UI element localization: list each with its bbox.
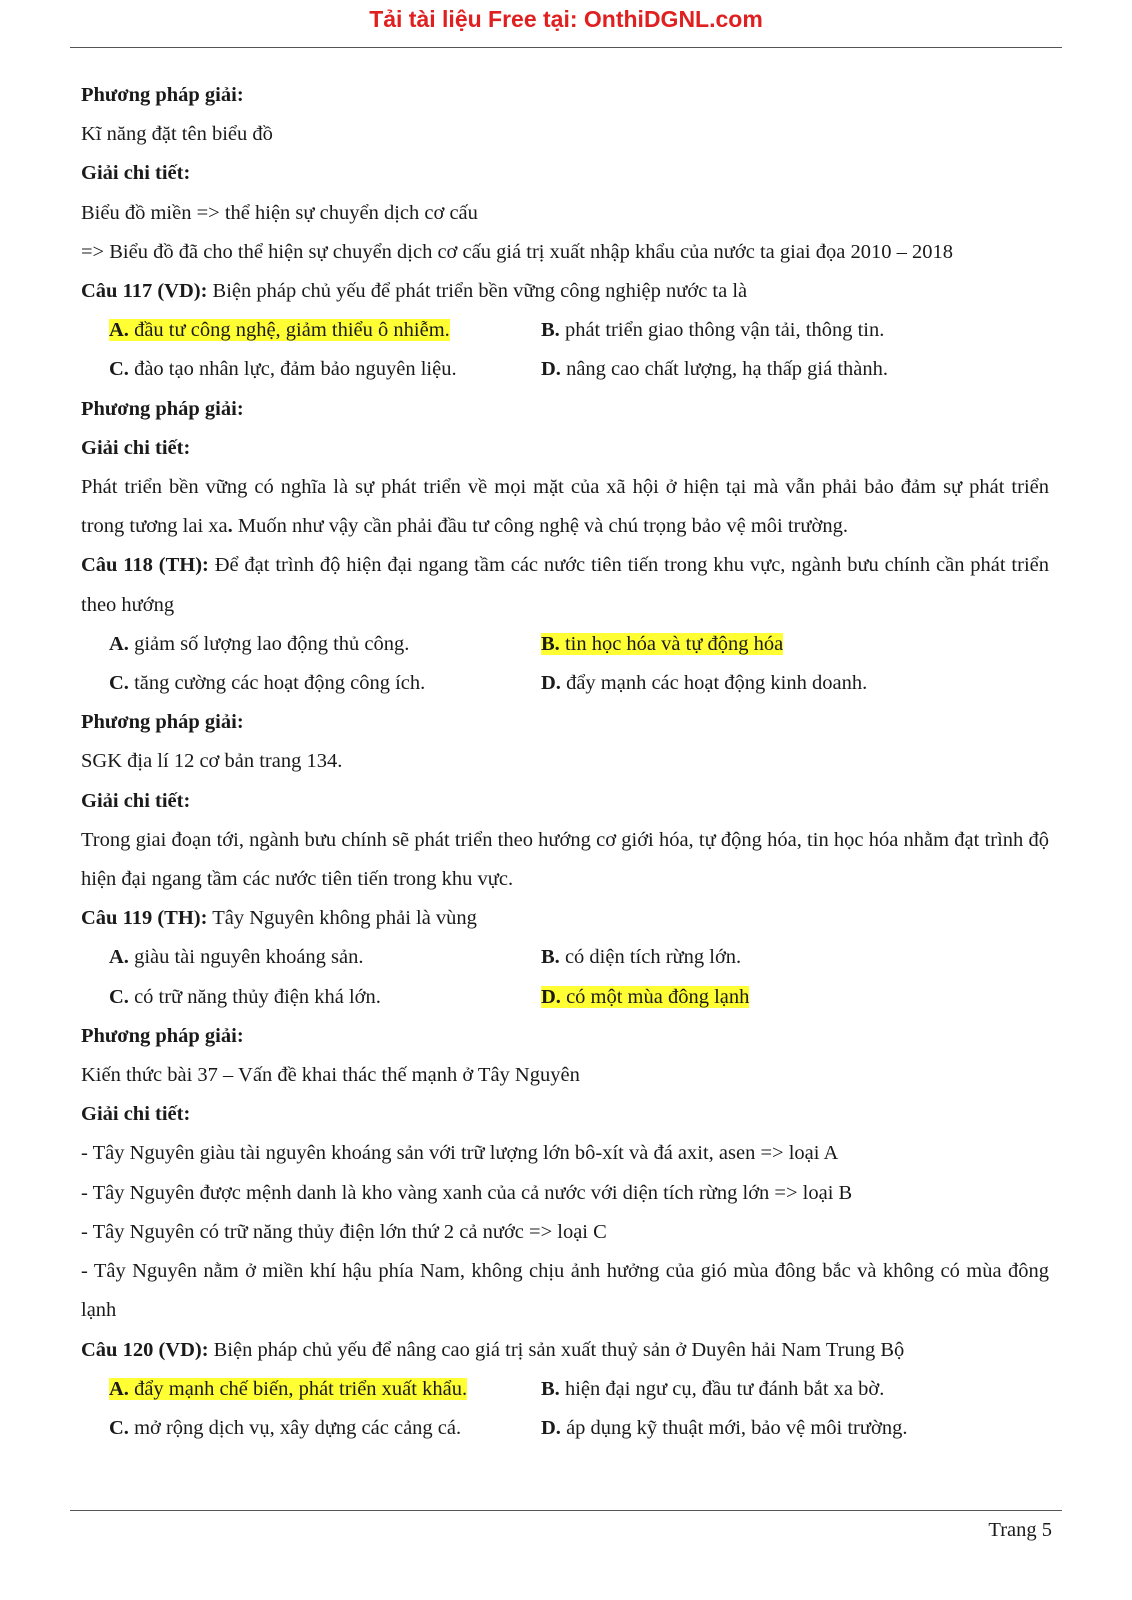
detail-line: - Tây Nguyên được mệnh danh là kho vàng xanh của cả nước với diện tích rừng lớn => loại B (81, 1181, 853, 1204)
option-d (541, 350, 888, 389)
question-117 (81, 272, 1049, 311)
option-text: có một mùa đông lạnh (560, 985, 750, 1008)
option-b (541, 1370, 884, 1409)
option-text: tăng cường các hoạt động công ích. (128, 672, 426, 695)
option-letter: C. (109, 358, 129, 381)
option-text: có trữ năng thủy điện khá lớn. (128, 985, 381, 1008)
option-b (541, 625, 783, 664)
header-divider (70, 47, 1062, 48)
detail-text: Trong giai đoạn tới, ngành bưu chính sẽ phát triển theo hướng cơ giới hóa, tự động hóa, tin học hóa nhằm đạt trình độ hiện đại ngang tầm các nước tiên tiến trong khu vực. (81, 828, 1049, 891)
detail-line: - Tây Nguyên nằm ở miền khí hậu phía Nam, không chịu ảnh hưởng của gió mùa đông bắc và không có mùa đông lạnh (81, 1260, 1049, 1322)
options-row (81, 625, 1049, 664)
question-118 (81, 546, 1049, 624)
option-letter: C. (109, 672, 129, 695)
detail-text (81, 468, 1049, 546)
option-d (541, 978, 749, 1017)
option-letter: A. (109, 946, 129, 969)
option-b (541, 311, 884, 350)
question-120 (81, 1331, 1049, 1370)
option-letter: A. (109, 632, 129, 655)
option-letter: C. (109, 985, 129, 1008)
question-text: Biện pháp chủ yếu để phát triển bền vững công nghiệp nước ta là (207, 280, 748, 303)
options-row (81, 1370, 1049, 1409)
detail-line: Biểu đồ miền => thể hiện sự chuyển dịch cơ cấu (81, 201, 478, 224)
option-a (109, 311, 541, 350)
option-text: đẩy mạnh chế biến, phát triển xuất khẩu. (128, 1377, 468, 1400)
detail-heading: Giải chi tiết: (81, 436, 191, 459)
detail-text-part: Phát triển bền vững có nghĩa là sự phát triển về mọi mặt của xã hội ở hiện tại mà vẫn phải bảo đảm sự phát triển trong tương lai xa (81, 476, 1049, 538)
option-letter: D. (541, 358, 561, 381)
option-b (541, 938, 741, 977)
method-text: Kiến thức bài 37 – Vấn đề khai thác thế mạnh ở Tây Nguyên (81, 1064, 580, 1087)
detail-text-part: . (227, 515, 233, 538)
option-letter: B. (541, 1377, 560, 1400)
page-content (81, 76, 1049, 1448)
method-heading: Phương pháp giải: (81, 1024, 244, 1047)
option-a (109, 625, 541, 664)
option-letter: A. (109, 1377, 129, 1400)
question-label: Câu 118 (TH): (81, 554, 209, 577)
option-c (109, 1409, 541, 1448)
detail-line: - Tây Nguyên có trữ năng thủy điện lớn thứ 2 cả nước => loại C (81, 1220, 607, 1243)
question-text: Để đạt trình độ hiện đại ngang tầm các nước tiên tiến trong khu vực, ngành bưu chính cần phát triển theo hướng (81, 554, 1049, 616)
detail-heading: Giải chi tiết: (81, 1103, 191, 1126)
detail-line: => Biểu đồ đã cho thể hiện sự chuyển dịch cơ cấu giá trị xuất nhập khẩu của nước ta giai đọa 2010 – 2018 (81, 240, 953, 263)
option-text: mở rộng dịch vụ, xây dựng các cảng cá. (128, 1416, 462, 1439)
question-119 (81, 899, 1049, 938)
question-text: Biện pháp chủ yếu để nâng cao giá trị sản xuất thuỷ sản ở Duyên hải Nam Trung Bộ (208, 1338, 905, 1361)
question-label: Câu 117 (VD): (81, 280, 208, 303)
options-row (81, 938, 1049, 977)
footer-divider (70, 1510, 1062, 1511)
option-letter: C. (109, 1416, 129, 1439)
option-letter: B. (541, 946, 560, 969)
option-text: có diện tích rừng lớn. (559, 946, 742, 969)
option-text: áp dụng kỹ thuật mới, bảo vệ môi trường. (560, 1416, 908, 1439)
method-heading: Phương pháp giải: (81, 397, 244, 420)
option-text: giảm số lượng lao động thủ công. (128, 632, 410, 655)
option-text: đầu tư công nghệ, giảm thiểu ô nhiễm. (128, 319, 450, 342)
option-c (109, 978, 541, 1017)
options-row (81, 311, 1049, 350)
option-c (109, 350, 541, 389)
option-d (541, 664, 867, 703)
detail-heading: Giải chi tiết: (81, 789, 191, 812)
option-a (109, 1370, 541, 1409)
option-c (109, 664, 541, 703)
options-row (81, 664, 1049, 703)
method-text: SGK địa lí 12 cơ bản trang 134. (81, 750, 343, 773)
header-banner: Tải tài liệu Free tại: OnthiDGNL.com (369, 6, 763, 32)
option-letter: D. (541, 672, 561, 695)
option-d (541, 1409, 907, 1448)
option-text: đào tạo nhân lực, đảm bảo nguyên liệu. (128, 358, 457, 381)
option-letter: B. (541, 632, 560, 655)
option-letter: B. (541, 319, 560, 342)
option-letter: A. (109, 319, 129, 342)
option-text: nâng cao chất lượng, hạ thấp giá thành. (560, 358, 889, 381)
method-heading: Phương pháp giải: (81, 711, 244, 734)
option-text: giàu tài nguyên khoáng sản. (128, 946, 364, 969)
options-row (81, 978, 1049, 1017)
detail-line: - Tây Nguyên giàu tài nguyên khoáng sản với trữ lượng lớn bô-xít và đá axit, asen => loại A (81, 1142, 839, 1165)
option-text: phát triển giao thông vận tải, thông tin. (559, 319, 885, 342)
option-a (109, 938, 541, 977)
option-text: tin học hóa và tự động hóa (559, 632, 784, 655)
question-label: Câu 119 (TH): (81, 907, 208, 930)
page-number: Trang 5 (988, 1519, 1052, 1541)
method-text: Kĩ năng đặt tên biểu đồ (81, 123, 273, 146)
options-row (81, 350, 1049, 389)
option-text: hiện đại ngư cụ, đầu tư đánh bắt xa bờ. (559, 1377, 885, 1400)
question-text: Tây Nguyên không phải là vùng (207, 907, 477, 930)
option-letter: D. (541, 985, 561, 1008)
detail-heading: Giải chi tiết: (81, 162, 191, 185)
option-letter: D. (541, 1416, 561, 1439)
option-text: đẩy mạnh các hoạt động kinh doanh. (560, 672, 868, 695)
options-row (81, 1409, 1049, 1448)
question-label: Câu 120 (VD): (81, 1338, 209, 1361)
method-heading: Phương pháp giải: (81, 84, 244, 106)
detail-text-part: Muốn như vậy cần phải đầu tư công nghệ và chú trọng bảo vệ môi trường. (232, 515, 848, 538)
